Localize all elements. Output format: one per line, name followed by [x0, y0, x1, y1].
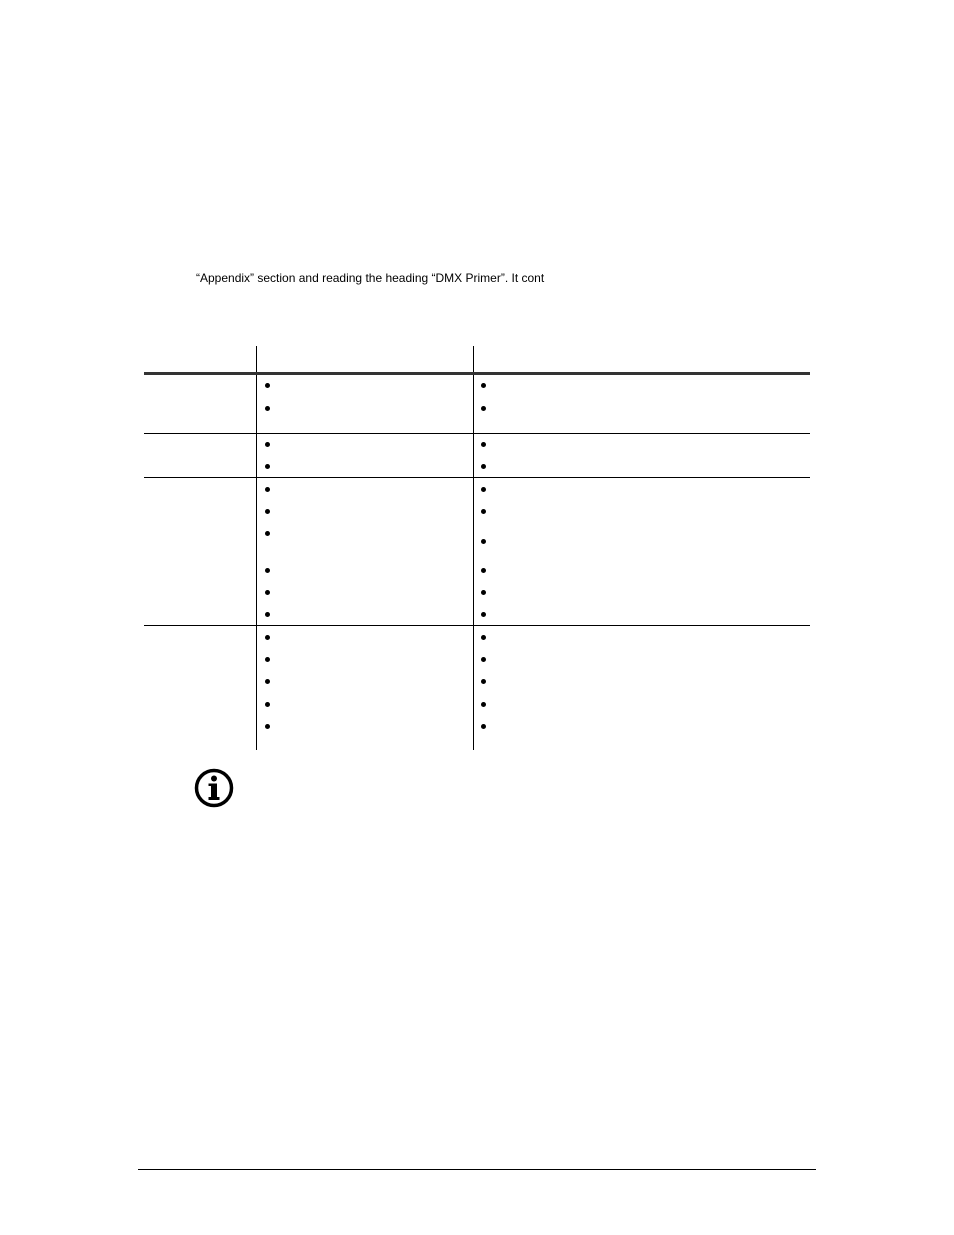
bullet-icon: [265, 612, 270, 617]
bullet-icon: [481, 724, 486, 729]
column-divider-1: [256, 346, 257, 750]
bullet-icon: [481, 487, 486, 492]
bullet-icon: [265, 442, 270, 447]
bullet-icon: [481, 590, 486, 595]
bullet-icon: [265, 531, 270, 536]
bullet-icon: [481, 464, 486, 469]
header-rule: [144, 372, 810, 375]
bullet-icon: [265, 509, 270, 514]
bullet-icon: [481, 635, 486, 640]
bullet-icon: [265, 635, 270, 640]
bullet-icon: [265, 657, 270, 662]
bullet-icon: [481, 509, 486, 514]
row-divider-3: [144, 625, 810, 626]
info-icon: [194, 768, 234, 808]
footer-rule: [138, 1169, 816, 1170]
bullet-icon: [481, 657, 486, 662]
row-divider-2: [144, 477, 810, 478]
bullet-icon: [481, 539, 486, 544]
bullet-icon: [481, 679, 486, 684]
intro-text: “Appendix” section and reading the heading “DMX Primer”. It cont: [196, 271, 545, 285]
bullet-icon: [481, 406, 486, 411]
row-divider-1: [144, 433, 810, 434]
bullet-icon: [265, 487, 270, 492]
bullet-icon: [481, 442, 486, 447]
bullet-icon: [265, 406, 270, 411]
bullet-icon: [481, 383, 486, 388]
dmx-table: [144, 346, 810, 750]
bullet-icon: [481, 612, 486, 617]
bullet-icon: [481, 568, 486, 573]
bullet-icon: [265, 568, 270, 573]
column-divider-2: [473, 346, 474, 750]
bullet-icon: [265, 383, 270, 388]
bullet-icon: [265, 590, 270, 595]
bullet-icon: [265, 679, 270, 684]
bullet-icon: [481, 702, 486, 707]
bullet-icon: [265, 464, 270, 469]
bullet-icon: [265, 702, 270, 707]
bullet-icon: [265, 724, 270, 729]
